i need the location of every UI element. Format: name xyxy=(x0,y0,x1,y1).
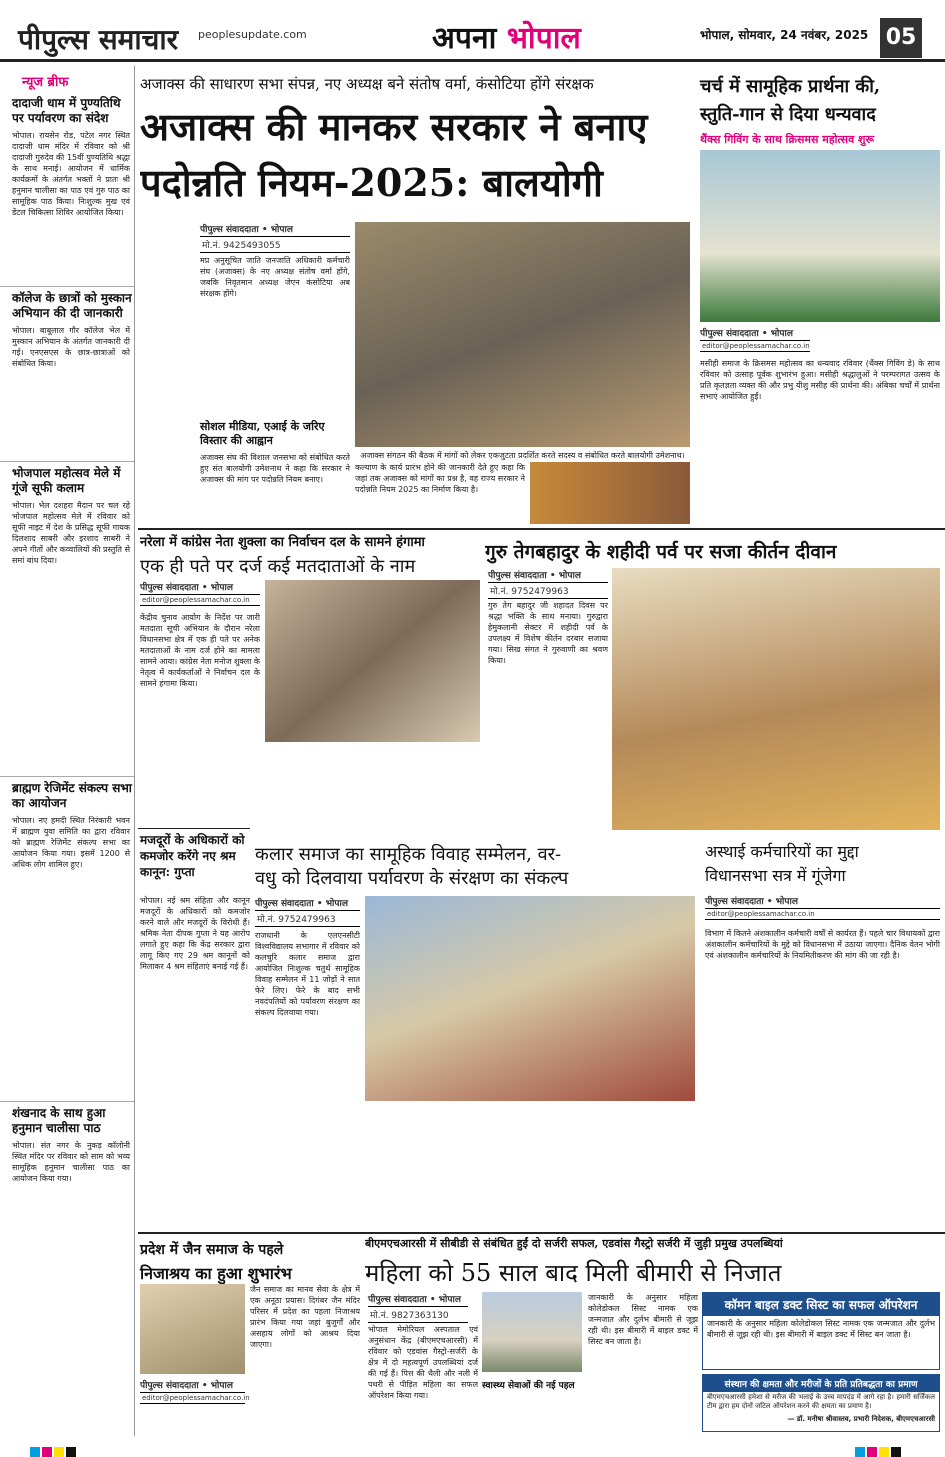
bmhrc-info-box xyxy=(702,1292,940,1370)
yellow-swatch xyxy=(54,1447,64,1457)
black-swatch xyxy=(891,1447,901,1457)
labour-body: भोपाल। नई श्रम संहिता और कानून मजदूरों के अधिकारों को कमजोर करने वाले और मजदूरों के विरोधी हैं। श्रमिक नेता दीपक गुप्ता ने यह आरोप लगाते हुए कहा कि केंद्र सरकार द्वारा लागू किए गए 29 श्रम कानूनों को मिलाकर 4 श्रम संहिताएं बनाई गई हैं। xyxy=(140,896,250,971)
brief-body: भोपाल। बाबूलाल गौर कॉलेज भेल में मुस्कान अभियान के अंतर्गत जानकारी दी गई। एनएसएस के छात्र-छात्राओं को संबोधित किया। xyxy=(12,326,130,368)
lead-phone: मो.नं. 9425493055 xyxy=(200,236,350,253)
kalar-headline-2: वधु को दिलवाया पर्यावरण के संरक्षण का संकल्प xyxy=(255,868,569,889)
section-prefix: अपना xyxy=(432,21,497,56)
lead-body-2: अजाक्स संघ की विशाल जनसभा को संबोधित करते हुए संत बालयोगी उमेशनाथ ने कहा कि सरकार ने अजाक्स की मांग पर पदोन्नति नियम बनाए। xyxy=(200,453,350,484)
yellow-swatch xyxy=(879,1447,889,1457)
jain-byline: पीपुल्स संवाददाता • भोपाल xyxy=(140,1381,233,1391)
temp-staff-body: विभाग में कितने अंशकालीन कर्मचारी वर्षों से कार्यरत हैं। पहले चार विधायकों द्वारा अंशकालीन कर्मचारियों के मुद्दे को विधानसभा में उठाया जाएगा। दैनिक वेतन भोगी एवं अंशकालीन कर्मचारियों के नियमितीकरण की मांग की जा रही है। xyxy=(705,929,940,960)
church-body: मसीही समाज के क्रिसमस महोत्सव का धन्यवाद रविवार (थैंक्स गिविंग डे) के साथ रविवार को उत्साह पूर्वक शुभारंभ हुआ। मसीही श्रद्धालुओं ने परम्परागत उत्सव के प्रति कृतज्ञता व्यक्त की और प्रभु यीशु मसीह की प्रार्थना की। अंबिका चर्चों में प्रार्थना सभाएं आयोजित हुईं। xyxy=(700,359,940,401)
divider xyxy=(0,1101,134,1102)
church-email: editor@peoplessamachar.co.in xyxy=(702,342,810,350)
lead-body-3: कल्याण के कार्य प्रारंभ होने की जानकारी देते हुए कहा कि जहां तक अजाक्स को मांगों का प्रश्न है, वह राज्य सरकार ने पदोन्नति नियम 2025 का निर्माण किया है। xyxy=(355,463,525,494)
gurdwara-phone: मो.नं. 9752479963 xyxy=(488,582,608,599)
bmhrc-body: भोपाल मेमोरियल अस्पताल एवं अनुसंधान केंद्र (बीएमएचआरसी) में रविवार को एडवांस गैस्ट्रो-सर्जरी के क्षेत्र में दो महत्वपूर्ण उपलब्धियां दर्ज की गई हैं। पित्त की थैली और नली में पथरी से पीड़ित महिला का सफल ऑपरेशन किया गया। xyxy=(368,1325,478,1400)
bmhrc-kicker: बीएमएचआरसी में सीबीडी से संबंधित हुईं दो सर्जरी सफल, एडवांस गैस्ट्रो सर्जरी में जुड़ी प्रमुख उपलब्धियां xyxy=(365,1237,783,1250)
kalar-photo xyxy=(365,896,695,1101)
cyan-swatch xyxy=(30,1447,40,1457)
sadhu-photo xyxy=(530,462,690,524)
labour-headline: मजदूरों के अधिकारों को कमजोर करेंगे नए श्रम कानून: गुप्ता xyxy=(140,833,245,879)
bmhrc-subhead: स्वास्थ्य सेवाओं की नई पहल xyxy=(482,1381,575,1391)
story-divider xyxy=(138,828,250,829)
temp-staff-headline-1: अस्थाई कर्मचारियों का मुद्दा xyxy=(705,842,859,861)
brief-item xyxy=(0,94,134,284)
church-headline-1: चर्च में सामूहिक प्रार्थना की, xyxy=(700,76,881,97)
bmhrc-byline: पीपुल्स संवाददाता • भोपाल xyxy=(368,1295,461,1305)
page-number: 05 xyxy=(880,18,922,58)
lead-photo xyxy=(355,222,690,447)
jain-body: जैन समाज का मानव सेवा के क्षेत्र में एक अनूठा प्रयास। दिगंबर जैन मंदिर परिसर में प्रदेश का पहला निजाश्रय प्रारंभ किया गया जहां बुजुर्गों और असहाय लोगों को आश्रय दिया जाएगा। xyxy=(250,1285,360,1349)
church-byline: पीपुल्स संवाददाता • भोपाल xyxy=(700,329,793,339)
bmhrc-quote-box xyxy=(702,1374,940,1432)
bmhrc-box2-body: बीएमएचआरसी हमेशा से मरीज की भलाई के उच्च मापदंड में आगे रहा है। हमारी सर्जिकल टीम द्वारा हम दोनों जटिल ऑपरेशन करने की क्षमता का प्रमाण है। xyxy=(707,1393,935,1410)
church-subhead: थैंक्स गिविंग के साथ क्रिसमस महोत्सव शुरू xyxy=(700,133,875,146)
newspaper-logo: पीपुल्स समाचार xyxy=(18,23,179,56)
brief-item xyxy=(0,464,134,774)
magenta-swatch xyxy=(867,1447,877,1457)
kalar-body: राजधानी के एलएनसीटी विश्वविद्यालय सभागार में रविवार को कलचुरि कलार समाज द्वारा आयोजित निःशुल्क चतुर्थ सामूहिक विवाह सम्मेलन में 11 जोड़ों ने सात फेरे लिए। फेरे के बाद सभी नवदंपतियों को पर्यावरण संरक्षण का संकल्प दिलवाया गया। xyxy=(255,931,360,1017)
kalar-byline: पीपुल्स संवाददाता • भोपाल xyxy=(255,899,348,909)
kalar-headline-1: कलार समाज का सामूहिक विवाह सम्मेलन, वर- xyxy=(255,844,562,865)
cyan-swatch xyxy=(855,1447,865,1457)
brief-item xyxy=(0,1104,134,1444)
gurdwara-headline: गुरु तेगबहादुर के शहीदी पर्व पर सजा कीर्तन दीवान xyxy=(485,541,837,563)
magenta-swatch xyxy=(42,1447,52,1457)
bmhrc-box2-title: संस्थान की क्षमता और मरीजों के प्रति प्रतिबद्धता का प्रमाण xyxy=(703,1375,939,1392)
brief-item xyxy=(0,289,134,459)
lead-body-1: मप्र अनुसूचित जाति जनजाति अधिकारी कर्मचारी संघ (अजाक्स) के नए अध्यक्ष संतोष वर्मा होंगे, जबकि निवृतमान अध्यक्ष जेएन कंसोटिया अब संरक्षक होंगे। xyxy=(200,256,350,298)
divider xyxy=(0,286,134,287)
brief-body: भोपाल। रायसेन रोड, पटेल नगर स्थित दादाजी धाम मंदिर में रविवार को श्री दादाजी गुरुदेव की 15वीं पुण्यतिथि श्रद्धा के साथ मनाई। आयोजन में धार्मिक कार्यक्रमों के अंतर्गत भक्तों ने प्रातः श्री हनुमान चालीसा का पाठ एवं गुरु पाठ का सामूहिक पाठ किया। निःशुल्क मुख एवं डेंटल चिकित्सा शिविर आयोजित किया। xyxy=(12,131,130,217)
jain-email: editor@peoplessamachar.co.in xyxy=(142,1394,250,1402)
bmhrc-headline: महिला को 55 साल बाद मिली बीमारी से निजात xyxy=(365,1259,782,1287)
lead-byline: पीपुल्स संवाददाता • भोपाल xyxy=(200,225,293,235)
divider xyxy=(0,776,134,777)
jain-kicker: प्रदेश में जैन समाज के पहले xyxy=(140,1242,284,1258)
lead-kicker: अजाक्स की साधारण सभा संपन्न, नए अध्यक्ष बने संतोष वर्मा, कंसोटिया होंगे संरक्षक xyxy=(140,75,594,93)
section-name: भोपाल xyxy=(506,21,581,56)
bmhrc-phone: मो.नं. 9827363130 xyxy=(368,1306,468,1323)
brief-headline: दादाजी धाम में पुण्यतिथि पर पर्यावरण का संदेश xyxy=(12,96,121,125)
church-photo xyxy=(700,150,940,322)
bmhrc-box-title: कॉमन बाइल डक्ट सिस्ट का सफल ऑपरेशन xyxy=(703,1293,939,1316)
section-title xyxy=(432,16,581,57)
church-headline-2: स्तुति-गान से दिया धन्यवाद xyxy=(700,104,876,125)
site-url: peoplesupdate.com xyxy=(198,28,307,41)
jain-photo xyxy=(140,1284,245,1374)
story-divider xyxy=(138,528,945,530)
brief-body: भोपाल। भेल दशहरा मैदान पर चल रहे भोजपाल महोत्सव मेले में रविवार को सूफी नाइट में देश के प्रसिद्ध सूफी गायक दिलशाद साबरी और इरशाद साबरी ने अपने गीतों और कव्वालियों की प्रस्तुति से समां बांध दिया। xyxy=(12,501,130,565)
congress-email: editor@peoplessamachar.co.in xyxy=(140,594,260,606)
bmhrc-box2-sign: — डॉ. मनीषा श्रीवास्तव, प्रभारी निदेशक, बीएमएचआरसी xyxy=(787,1415,935,1423)
color-registration-bar xyxy=(0,1436,945,1457)
lead-subhead: सोशल मीडिया, एआई के जरिए विस्तार की आह्वान xyxy=(200,420,325,447)
jain-headline: निजाश्रय का हुआ शुभारंभ xyxy=(140,1264,292,1283)
story-divider xyxy=(138,1232,945,1234)
brief-item xyxy=(0,779,134,1099)
brief-body: भोपाल। नए हमदी स्थित निरंकारी भवन में ब्राह्मण युवा समिति का द्वारा रविवार को ब्राह्मण रेजिमेंट संकल्प सभा का आयोजन किया गया। इसमें 1200 से अधिक लोग शामिल हुए। xyxy=(12,816,130,869)
congress-byline: पीपुल्स संवाददाता • भोपाल xyxy=(140,583,233,593)
swatch-group-left xyxy=(30,1442,78,1457)
divider xyxy=(0,461,134,462)
congress-kicker: नरेला में कांग्रेस नेता शुक्ला का निर्वाचन दल के सामने हंगामा xyxy=(140,535,425,550)
brief-headline: शंखनाद के साथ हुआ हनुमान चालीसा पाठ xyxy=(12,1106,106,1135)
kalar-phone: मो.नं. 9752479963 xyxy=(255,910,360,927)
lead-headline-line-1: अजाक्स की मानकर सरकार ने बनाए xyxy=(140,104,648,149)
bmhrc-photo xyxy=(482,1292,582,1372)
lead-photo-caption: अजाक्स संगठन की बैठक में मांगों को लेकर एकजुटता प्रदर्शित करते सदस्य व संबोधित करते बालयोगी उमेशनाथ। xyxy=(360,451,685,460)
temp-staff-headline-2: विधानसभा सत्र में गूंजेगा xyxy=(705,866,846,885)
news-brief-tag: न्यूज ब्रीफ xyxy=(22,75,69,90)
brief-headline: कॉलेज के छात्रों को मुस्कान अभियान की दी जानकारी xyxy=(12,291,132,320)
black-swatch xyxy=(66,1447,76,1457)
news-brief-column xyxy=(0,66,135,1436)
congress-headline: एक ही पते पर दर्ज कई मतदाताओं के नाम xyxy=(140,556,416,577)
brief-body: भोपाल। संत नगर के नुकड़ कॉलोनी स्थित मंदिर पर रविवार को साम को भव्य सामूहिक हनुमान चालीसा पाठ का आयोजन किया गया। xyxy=(12,1141,130,1183)
dateline: भोपाल, सोमवार, 24 नवंबर, 2025 xyxy=(700,28,869,42)
temp-staff-email: editor@peoplessamachar.co.in xyxy=(705,908,940,920)
bmhrc-body-2: जानकारी के अनुसार महिला कोलेडोकल सिस्ट नामक एक जन्मजात और दुर्लभ बीमारी से जूझ रही थी। इस बीमारी में बाइल डक्ट में सिस्ट बन जाता है। xyxy=(588,1293,698,1346)
temp-staff-byline: पीपुल्स संवाददाता • भोपाल xyxy=(705,897,798,907)
brief-headline: भोजपाल महोत्सव मेले में गूंजे सूफी कलाम xyxy=(12,466,121,495)
lead-headline-line-2: पदोन्नति नियम-2025: बालयोगी xyxy=(140,160,603,205)
gurdwara-byline: पीपुल्स संवाददाता • भोपाल xyxy=(488,571,581,581)
gurdwara-photo xyxy=(612,568,940,830)
congress-body: केंद्रीय चुनाव आयोग के निर्देश पर जारी मतदाता सूची अभियान के दौरान नरेला विधानसभा क्षेत्र में एक ही पते पर अनेक मतदाताओं के नाम दर्ज होने का मामला सामने आया। कांग्रेस नेता मनोज शुक्ला के नेतृत्व में कार्यकर्ताओं ने निर्वाचन दल के सामने हंगामा किया। xyxy=(140,613,260,688)
gurdwara-body: गुरु तेग बहादुर जी शहादत दिवस पर श्रद्धा भक्ति के साथ मनाया। गुरुद्वारा हेमुकलानी सेक्टर में शहीदी पर्व के उपलक्ष्य में विशेष कीर्तन दरबार सजाया गया। सिख संगत ने गुरुवाणी का श्रवण किया। xyxy=(488,601,608,665)
brief-headline: ब्राह्मण रेजिमेंट संकल्प सभा का आयोजन xyxy=(12,781,132,810)
congress-photo xyxy=(265,580,480,742)
swatch-group-right xyxy=(855,1442,903,1457)
bmhrc-box-body: जानकारी के अनुसार महिला कोलेडोकल सिस्ट नामक एक जन्मजात और दुर्लभ बीमारी से जूझ रही थी। इस बीमारी में बाइल डक्ट में सिस्ट बन जाता है। xyxy=(707,1319,935,1339)
